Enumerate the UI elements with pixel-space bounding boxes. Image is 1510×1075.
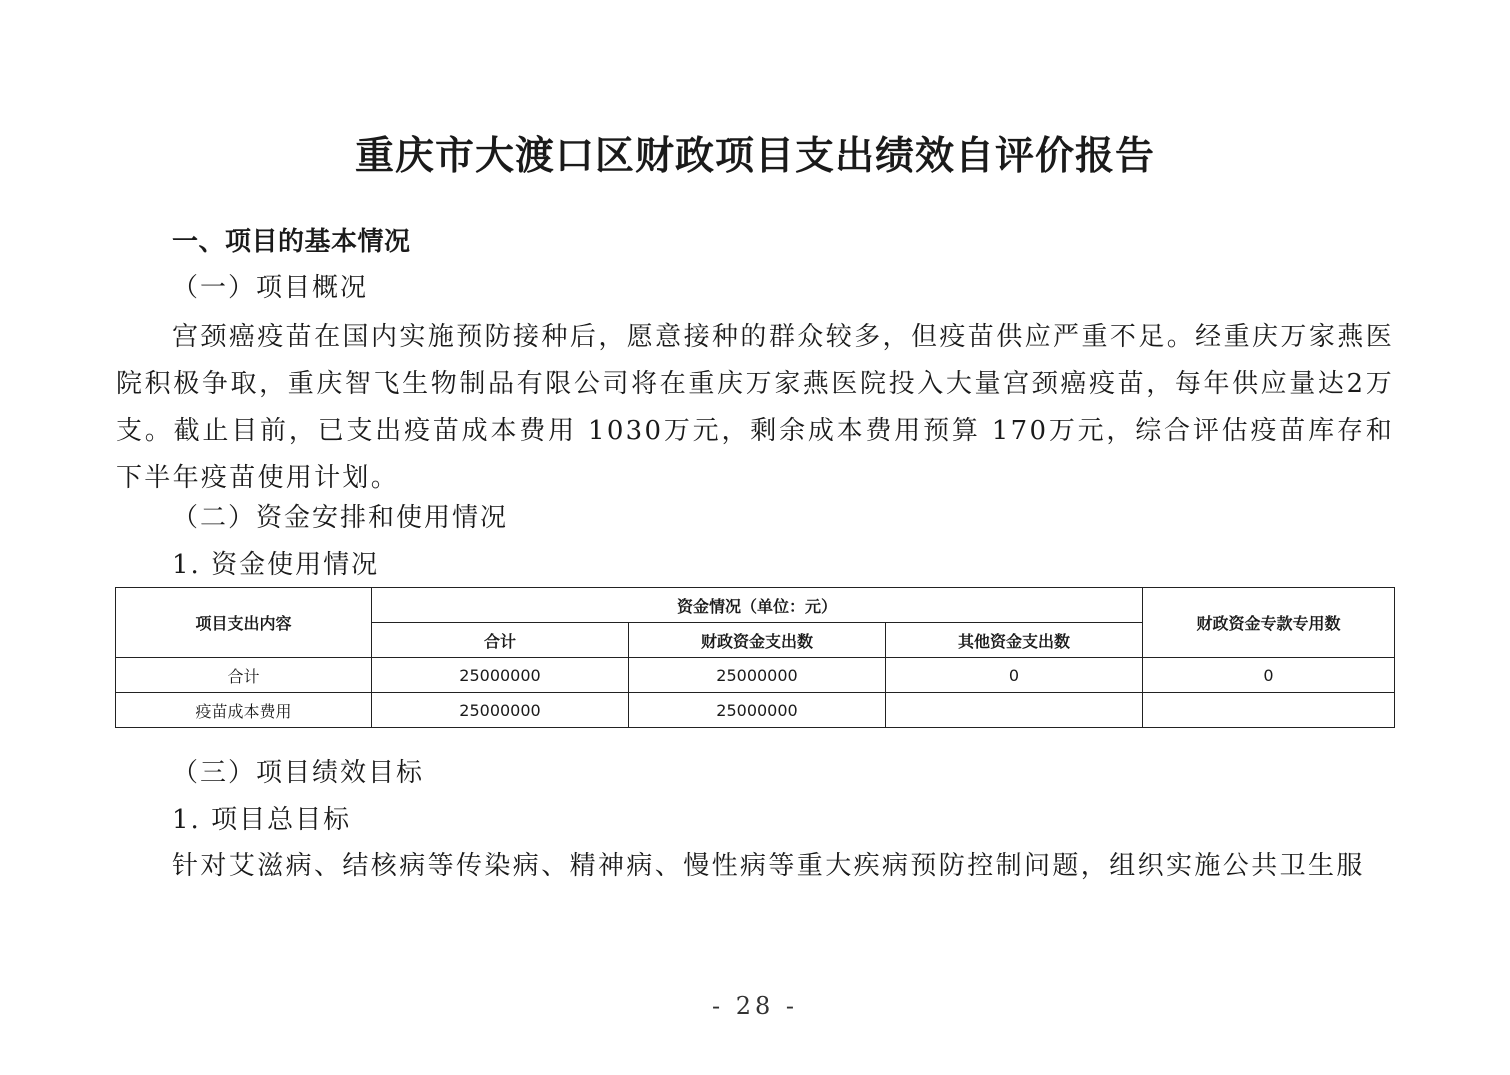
report-title: 重庆市大渡口区财政项目支出绩效自评价报告 bbox=[354, 133, 1155, 179]
cell-content: 疫苗成本费用 bbox=[116, 693, 372, 728]
funding-table bbox=[115, 587, 1395, 728]
subheading-project-overview: （一）项目概况 bbox=[172, 273, 369, 303]
item-overall-goal: 1. 项目总目标 bbox=[172, 805, 352, 835]
subheading-funding-arrangement: （二）资金安排和使用情况 bbox=[172, 503, 509, 533]
cell-total: 25000000 bbox=[372, 693, 629, 728]
header-other: 其他资金支出数 bbox=[886, 623, 1143, 658]
section-heading-basic-info: 一、项目的基本情况 bbox=[172, 227, 411, 257]
cell-fiscal: 25000000 bbox=[629, 693, 886, 728]
header-funds-group: 资金情况（单位：元） bbox=[372, 588, 1143, 623]
cell-total: 25000000 bbox=[372, 658, 629, 693]
table-row bbox=[116, 658, 1395, 693]
subheading-performance-goals: （三）项目绩效目标 bbox=[172, 758, 425, 788]
project-overview-paragraph: 宫颈癌疫苗在国内实施预防接种后，愿意接种的群众较多，但疫苗供应严重不足。经重庆万家燕医院积极争取，重庆智飞生物制品有限公司将在重庆万家燕医院投入大量宫颈癌疫苗，每年供应量达2万支。截止目前，已支出疫苗成本费用 1030万元，剩余成本费用预算 170万元，综合评估疫苗库存和下半年疫苗使用计划。 bbox=[116, 322, 1394, 493]
cell-other: 0 bbox=[886, 658, 1143, 693]
table-row bbox=[116, 693, 1395, 728]
cell-special: 0 bbox=[1143, 658, 1395, 693]
overall-goal-paragraph: 针对艾滋病、结核病等传染病、精神病、慢性病等重大疾病预防控制问题，组织实施公共卫生服 bbox=[172, 851, 1365, 881]
header-content: 项目支出内容 bbox=[116, 588, 372, 658]
page-number: - 28 - bbox=[711, 992, 798, 1020]
header-special-fund: 财政资金专款专用数 bbox=[1143, 588, 1395, 658]
cell-content: 合计 bbox=[116, 658, 372, 693]
cell-other bbox=[886, 693, 1143, 728]
cell-special bbox=[1143, 693, 1395, 728]
header-fiscal: 财政资金支出数 bbox=[629, 623, 886, 658]
item-funding-usage: 1. 资金使用情况 bbox=[172, 550, 380, 580]
header-total: 合计 bbox=[372, 623, 629, 658]
cell-fiscal: 25000000 bbox=[629, 658, 886, 693]
table-header-row bbox=[116, 588, 1395, 623]
